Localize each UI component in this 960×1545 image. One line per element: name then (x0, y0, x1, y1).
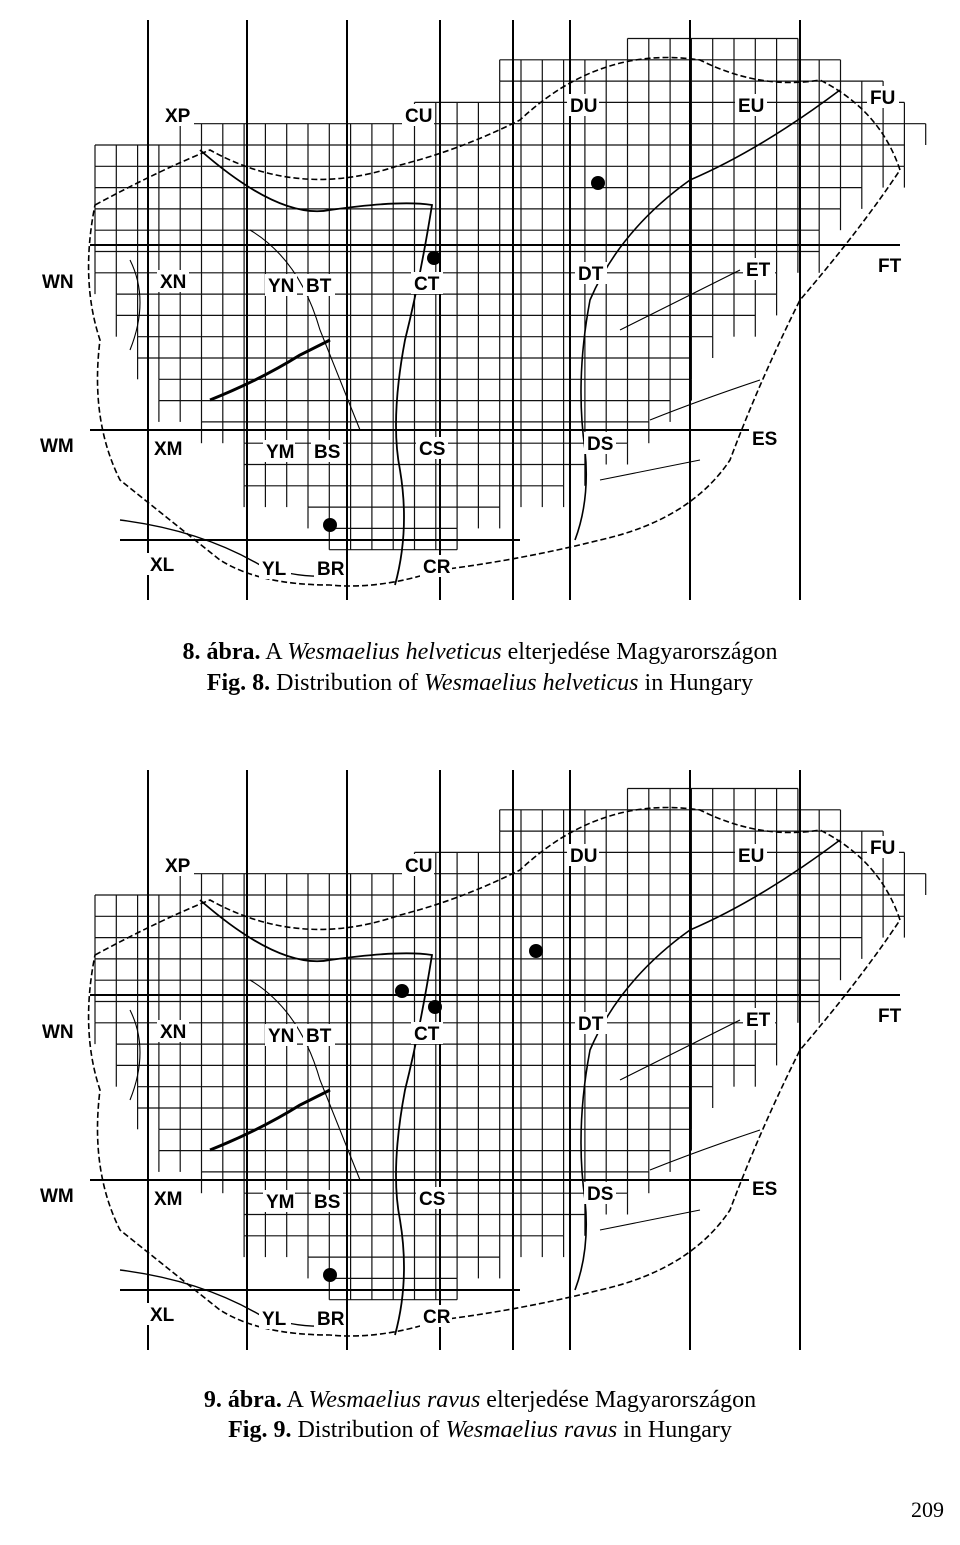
utm-square-label: ET (746, 1010, 771, 1031)
occurrence-dot (395, 984, 409, 998)
utm-square-label: ET (746, 260, 771, 281)
utm-square-label: YL (262, 1309, 287, 1330)
utm-square-label: YL (262, 559, 287, 580)
utm-square-label: XM (154, 439, 183, 460)
caption-fig9-hungarian: 9. ábra. A Wesmaelius ravus elterjedése Magyarországon (203, 1387, 757, 1413)
utm-square-label: CU (405, 856, 433, 877)
figure-number: 9. ábra. (203, 1387, 282, 1413)
danube-river (200, 150, 432, 585)
utm-square-label: EU (738, 846, 765, 867)
caption-fig8-english: Fig. 8. Distribution of Wesmaelius helveticus in Hungary (206, 670, 754, 696)
utm-square-label: BR (317, 559, 345, 580)
utm-square-label: BT (306, 1026, 332, 1047)
utm-square-label: FU (870, 838, 896, 859)
utm-square-label: CS (419, 439, 446, 460)
utm-square-label: ES (752, 429, 778, 450)
river (600, 270, 760, 480)
utm-square-label: EU (738, 96, 765, 117)
utm-square-label: DS (587, 1184, 614, 1205)
occurrence-dot (591, 176, 605, 190)
utm-square-label: YM (266, 442, 295, 463)
utm-square-label: XN (160, 1022, 187, 1043)
utm-square-label: DS (587, 434, 614, 455)
utm-square-label: ES (752, 1179, 778, 1200)
hungary-utm-grid-map (0, 0, 960, 620)
utm-square-label: XL (150, 555, 175, 576)
utm-square-label: BT (306, 276, 332, 297)
utm-square-label: YN (268, 1026, 295, 1047)
utm-square-label: FT (878, 256, 902, 277)
occurrence-dot (529, 944, 543, 958)
lake-balaton (210, 340, 330, 400)
utm-square-label: WN (42, 272, 74, 293)
figure-number: Fig. 9. (228, 1417, 292, 1443)
utm-square-label: YM (266, 1192, 295, 1213)
utm-square-label: DT (578, 1014, 604, 1035)
species-name: Wesmaelius helveticus (287, 639, 502, 665)
lake-balaton (210, 1090, 330, 1150)
utm-square-label: BR (317, 1309, 345, 1330)
caption-fig9-english: Fig. 9. Distribution of Wesmaelius ravus in Hungary (228, 1417, 732, 1443)
utm-square-label: WM (40, 436, 74, 457)
species-name: Wesmaelius ravus (445, 1417, 618, 1443)
utm-square-label: CS (419, 1189, 446, 1210)
utm-square-label: DU (570, 96, 598, 117)
utm-square-label: YN (268, 276, 295, 297)
utm-square-label: XL (150, 1305, 175, 1326)
utm-square-label: CU (405, 106, 433, 127)
occurrence-dots (323, 176, 605, 532)
distribution-map-fig9 (0, 750, 960, 1370)
occurrence-dot (427, 251, 441, 265)
utm-square-label: WN (42, 1022, 74, 1043)
hungary-utm-grid-map (0, 750, 960, 1370)
figure-number: 8. ábra. (182, 639, 261, 665)
utm-square-label: DT (578, 264, 604, 285)
occurrence-dot (428, 1000, 442, 1014)
page-number: 209 (911, 1497, 944, 1522)
occurrence-dot (323, 1268, 337, 1282)
distribution-map-fig8 (0, 0, 960, 620)
utm-square-label: BS (314, 1192, 341, 1213)
river (600, 1020, 760, 1230)
utm-square-label: XN (160, 272, 187, 293)
utm-square-label: XP (165, 856, 191, 877)
utm-square-label: BS (314, 442, 341, 463)
utm-square-label: CT (414, 1024, 440, 1045)
utm-square-label: DU (570, 846, 598, 867)
utm-square-label: CR (423, 557, 451, 578)
utm-square-label: CR (423, 1307, 451, 1328)
utm-square-label: XP (165, 106, 191, 127)
species-name: Wesmaelius helveticus (424, 670, 639, 696)
utm-square-label: FU (870, 88, 896, 109)
species-name: Wesmaelius ravus (308, 1387, 481, 1413)
figure-number: Fig. 8. (206, 670, 271, 696)
utm-square-label: CT (414, 274, 440, 295)
utm-square-label: XM (154, 1189, 183, 1210)
utm-square-label: FT (878, 1006, 902, 1027)
utm-square-label: WM (40, 1186, 74, 1207)
occurrence-dot (323, 518, 337, 532)
utm-grid (89, 770, 926, 1350)
utm-grid (89, 20, 926, 600)
caption-fig8-hungarian: 8. ábra. A Wesmaelius helveticus elterjedése Magyarországon (182, 639, 778, 665)
danube-river (200, 900, 432, 1335)
